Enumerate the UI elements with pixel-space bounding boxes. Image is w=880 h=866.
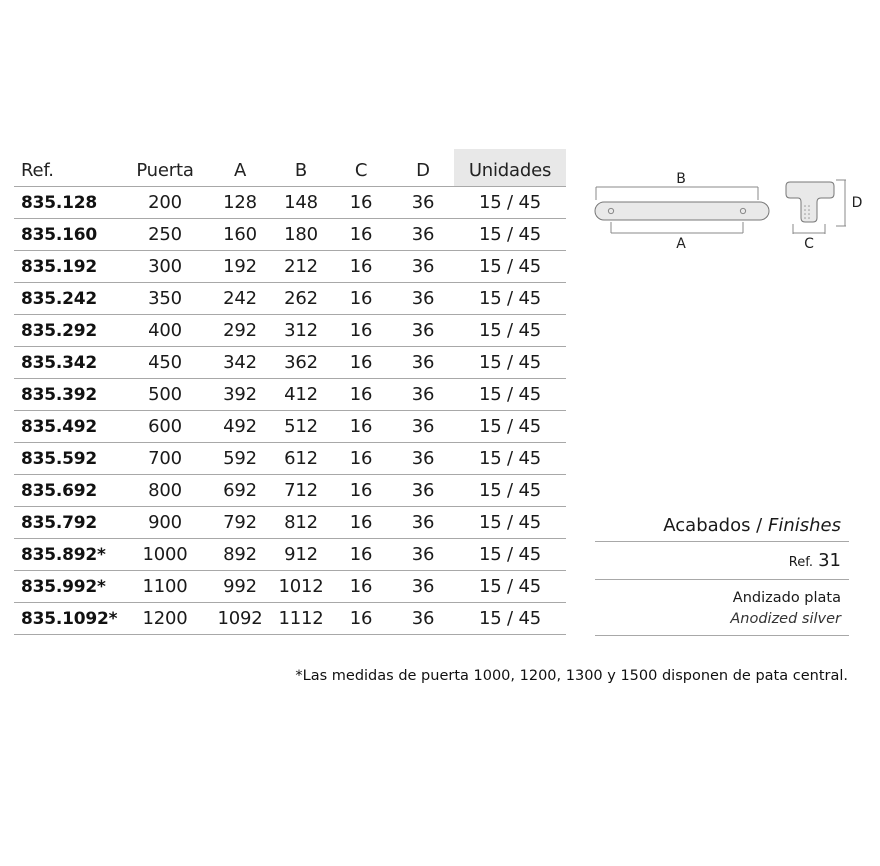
cell-puerta: 600 bbox=[148, 416, 182, 437]
cell-a: 592 bbox=[223, 448, 257, 469]
header-a: A bbox=[233, 160, 247, 181]
cell-b: 912 bbox=[284, 544, 318, 565]
cell-ref: 835.892* bbox=[21, 544, 106, 565]
table-row bbox=[14, 571, 566, 603]
table-row bbox=[14, 411, 566, 443]
cell-a: 692 bbox=[223, 480, 257, 501]
cell-d: 36 bbox=[411, 544, 435, 565]
cell-puerta: 500 bbox=[148, 384, 182, 405]
cell-a: 242 bbox=[223, 288, 257, 309]
cell-c: 16 bbox=[349, 320, 373, 341]
cell-a: 128 bbox=[223, 192, 257, 213]
cell-a: 792 bbox=[223, 512, 257, 533]
cell-ref: 835.992* bbox=[21, 576, 106, 597]
finish-name-es: Andizado plata bbox=[732, 590, 841, 606]
cell-c: 16 bbox=[349, 224, 373, 245]
cell-puerta: 1000 bbox=[142, 544, 188, 565]
table-body bbox=[14, 187, 566, 635]
cell-a: 1092 bbox=[217, 608, 263, 629]
cell-unidades: 15 / 45 bbox=[479, 192, 541, 213]
cell-ref: 835.342 bbox=[21, 352, 98, 373]
cell-unidades: 15 / 45 bbox=[479, 576, 541, 597]
finishes-title-es: Acabados / bbox=[663, 515, 768, 536]
finishes-title bbox=[595, 510, 849, 542]
dimension-label-a: A bbox=[676, 236, 686, 252]
dimension-label-d: D bbox=[851, 195, 863, 211]
table-row bbox=[14, 475, 566, 507]
cell-c: 16 bbox=[349, 352, 373, 373]
cell-puerta: 1200 bbox=[142, 608, 188, 629]
cell-c: 16 bbox=[349, 480, 373, 501]
cell-d: 36 bbox=[411, 416, 435, 437]
header-unidades: Unidades bbox=[454, 149, 566, 186]
table-row bbox=[14, 379, 566, 411]
dimension-b bbox=[596, 171, 758, 200]
cell-a: 160 bbox=[223, 224, 257, 245]
table-row bbox=[14, 251, 566, 283]
cell-d: 36 bbox=[411, 352, 435, 373]
cell-ref: 835.592 bbox=[21, 448, 98, 469]
cell-unidades: 15 / 45 bbox=[479, 320, 541, 341]
cell-puerta: 250 bbox=[148, 224, 182, 245]
table-row bbox=[14, 507, 566, 539]
table-row bbox=[14, 347, 566, 379]
handle-dimension-drawing bbox=[590, 168, 870, 258]
cell-puerta: 300 bbox=[148, 256, 182, 277]
table-row bbox=[14, 283, 566, 315]
header-b: B bbox=[294, 160, 308, 181]
cell-ref: 835.292 bbox=[21, 320, 98, 341]
cell-d: 36 bbox=[411, 448, 435, 469]
cell-puerta: 350 bbox=[148, 288, 182, 309]
cell-unidades: 15 / 45 bbox=[479, 224, 541, 245]
table-row bbox=[14, 187, 566, 219]
cell-ref: 835.192 bbox=[21, 256, 98, 277]
cell-b: 612 bbox=[284, 448, 318, 469]
cell-b: 312 bbox=[284, 320, 318, 341]
cell-a: 992 bbox=[223, 576, 257, 597]
cell-b: 412 bbox=[284, 384, 318, 405]
finish-name-en: Anodized silver bbox=[730, 611, 841, 627]
cell-unidades: 15 / 45 bbox=[479, 480, 541, 501]
cell-a: 292 bbox=[223, 320, 257, 341]
cell-c: 16 bbox=[349, 576, 373, 597]
cell-b: 512 bbox=[284, 416, 318, 437]
cell-unidades: 15 / 45 bbox=[479, 288, 541, 309]
spec-table bbox=[14, 149, 566, 635]
cell-d: 36 bbox=[411, 576, 435, 597]
cell-unidades: 15 / 45 bbox=[479, 256, 541, 277]
cell-unidades: 15 / 45 bbox=[479, 352, 541, 373]
cell-a: 342 bbox=[223, 352, 257, 373]
cell-c: 16 bbox=[349, 288, 373, 309]
cell-d: 36 bbox=[411, 608, 435, 629]
cell-d: 36 bbox=[411, 256, 435, 277]
cell-puerta: 700 bbox=[148, 448, 182, 469]
cell-puerta: 450 bbox=[148, 352, 182, 373]
dimension-a bbox=[611, 222, 743, 252]
cell-d: 36 bbox=[411, 224, 435, 245]
dimension-label-b: B bbox=[676, 171, 686, 187]
cell-unidades: 15 / 45 bbox=[479, 608, 541, 629]
cell-ref: 835.128 bbox=[21, 192, 98, 213]
finishes-panel bbox=[595, 510, 849, 636]
cell-unidades: 15 / 45 bbox=[479, 448, 541, 469]
table-row bbox=[14, 219, 566, 251]
cell-a: 392 bbox=[223, 384, 257, 405]
cell-d: 36 bbox=[411, 480, 435, 501]
finishes-title-en: Finishes bbox=[767, 515, 841, 536]
cell-puerta: 900 bbox=[148, 512, 182, 533]
table-row bbox=[14, 539, 566, 571]
header-c: C bbox=[354, 160, 368, 181]
cell-ref: 835.792 bbox=[21, 512, 98, 533]
cell-d: 36 bbox=[411, 512, 435, 533]
cell-ref: 835.1092* bbox=[21, 608, 118, 629]
finish-name bbox=[595, 580, 849, 636]
cell-b: 1112 bbox=[278, 608, 324, 629]
finish-ref bbox=[595, 542, 849, 580]
cell-b: 262 bbox=[284, 288, 318, 309]
cell-d: 36 bbox=[411, 288, 435, 309]
table-row bbox=[14, 603, 566, 635]
header-ref: Ref. bbox=[21, 160, 54, 181]
cell-b: 180 bbox=[284, 224, 318, 245]
cell-a: 192 bbox=[223, 256, 257, 277]
cell-b: 212 bbox=[284, 256, 318, 277]
cell-b: 812 bbox=[284, 512, 318, 533]
header-puerta: Puerta bbox=[136, 160, 194, 181]
cell-ref: 835.492 bbox=[21, 416, 98, 437]
dimension-c bbox=[793, 224, 825, 252]
cell-d: 36 bbox=[411, 192, 435, 213]
table-row bbox=[14, 315, 566, 347]
cell-unidades: 15 / 45 bbox=[479, 544, 541, 565]
cell-c: 16 bbox=[349, 608, 373, 629]
cell-c: 16 bbox=[349, 192, 373, 213]
finish-ref-prefix: Ref. bbox=[788, 555, 813, 570]
cell-b: 712 bbox=[284, 480, 318, 501]
footnote: *Las medidas de puerta 1000, 1200, 1300 y 1500 disponen de pata central. bbox=[295, 668, 848, 684]
cell-ref: 835.392 bbox=[21, 384, 98, 405]
table-row bbox=[14, 443, 566, 475]
cell-c: 16 bbox=[349, 384, 373, 405]
cell-unidades: 15 / 45 bbox=[479, 384, 541, 405]
cell-a: 892 bbox=[223, 544, 257, 565]
header-d: D bbox=[416, 160, 430, 181]
cell-ref: 835.242 bbox=[21, 288, 98, 309]
cell-c: 16 bbox=[349, 256, 373, 277]
cell-b: 148 bbox=[284, 192, 318, 213]
cell-d: 36 bbox=[411, 384, 435, 405]
cell-puerta: 800 bbox=[148, 480, 182, 501]
cell-unidades: 15 / 45 bbox=[479, 512, 541, 533]
handle-front-view bbox=[595, 202, 769, 220]
cell-a: 492 bbox=[223, 416, 257, 437]
dimension-label-c: C bbox=[804, 236, 814, 252]
cell-puerta: 1100 bbox=[142, 576, 188, 597]
handle-side-view bbox=[786, 182, 834, 222]
cell-b: 1012 bbox=[278, 576, 324, 597]
cell-ref: 835.692 bbox=[21, 480, 98, 501]
cell-b: 362 bbox=[284, 352, 318, 373]
cell-c: 16 bbox=[349, 416, 373, 437]
cell-d: 36 bbox=[411, 320, 435, 341]
cell-puerta: 200 bbox=[148, 192, 182, 213]
cell-c: 16 bbox=[349, 544, 373, 565]
cell-puerta: 400 bbox=[148, 320, 182, 341]
dimension-d bbox=[836, 180, 862, 226]
cell-c: 16 bbox=[349, 512, 373, 533]
finish-ref-number: 31 bbox=[818, 550, 841, 571]
cell-unidades: 15 / 45 bbox=[479, 416, 541, 437]
table-header-row bbox=[14, 149, 566, 187]
cell-c: 16 bbox=[349, 448, 373, 469]
cell-ref: 835.160 bbox=[21, 224, 98, 245]
